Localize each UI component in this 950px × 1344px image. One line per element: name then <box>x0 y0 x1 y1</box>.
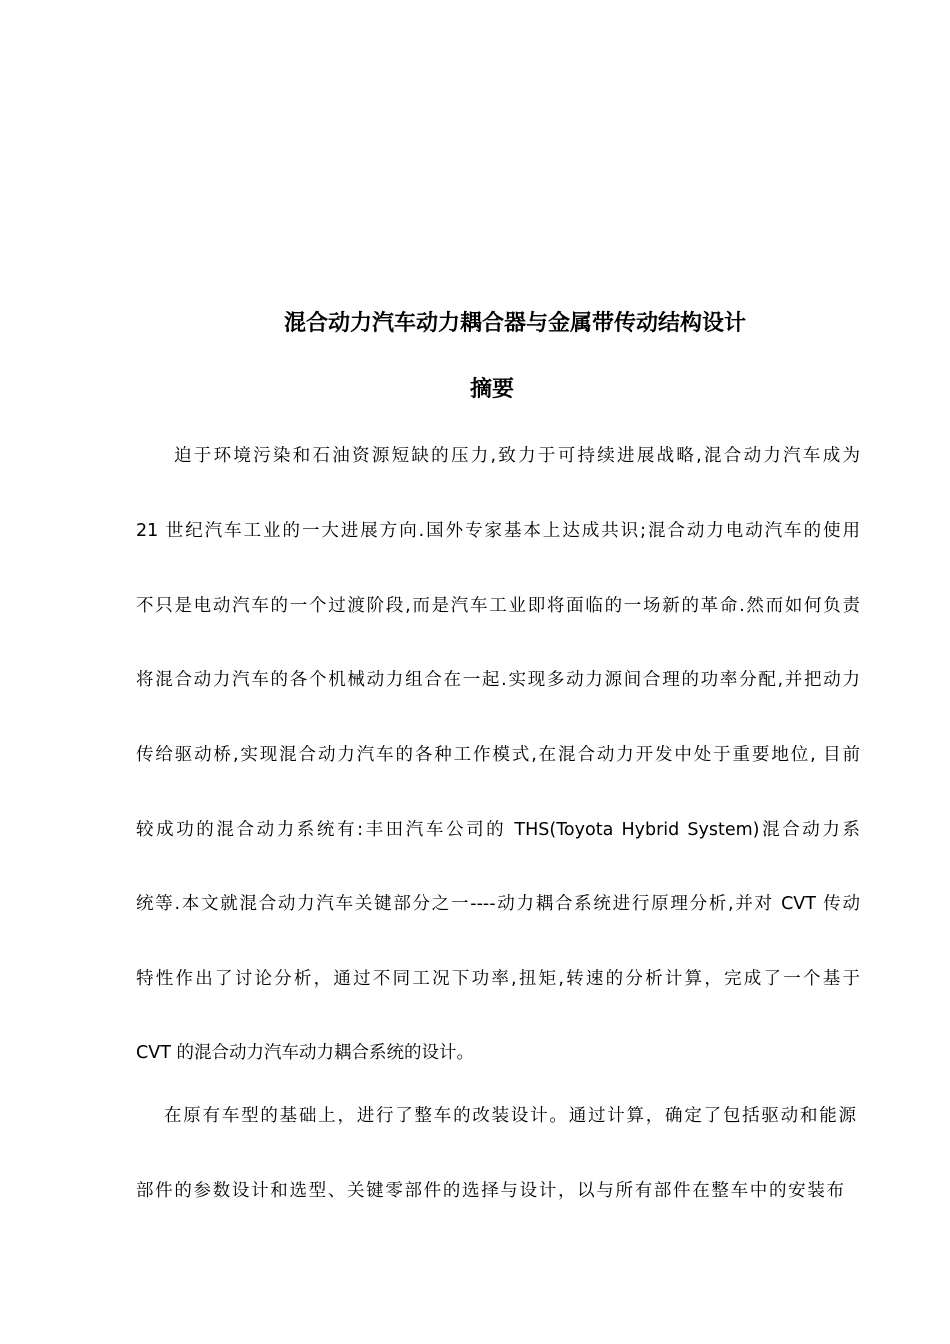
abstract-line: 特性作出了讨论分析，通过不同工况下功率,扭矩,转速的分析计算，完成了一个基于 <box>136 969 860 989</box>
abstract-line: 迫于环境污染和石油资源短缺的压力,致力于可持续进展战略,混合动力汽车成为 <box>174 446 860 466</box>
abstract-line: 部件的参数设计和选型、关键零部件的选择与设计，以与所有部件在整车中的安装布 <box>136 1181 844 1201</box>
abstract-line: 较成功的混合动力系统有:丰田汽车公司的 THS(Toyota Hybrid System)混合动力系 <box>136 820 860 840</box>
abstract-heading: 摘要 <box>469 377 514 402</box>
abstract-line: CVT 的混合动力汽车动力耦合系统的设计。 <box>136 1043 474 1063</box>
abstract-line: 不只是电动汽车的一个过渡阶段,而是汽车工业即将面临的一场新的革命.然而如何负责 <box>136 596 860 616</box>
abstract-line: 将混合动力汽车的各个机械动力组合在一起.实现多动力源间合理的功率分配,并把动力 <box>136 670 860 690</box>
abstract-line: 统等.本文就混合动力汽车关键部分之一----动力耦合系统进行原理分析,并对 CVT 传动 <box>136 894 860 914</box>
document-title: 混合动力汽车动力耦合器与金属带传动结构设计 <box>283 311 746 336</box>
abstract-line: 21 世纪汽车工业的一大进展方向.国外专家基本上达成共识;混合动力电动汽车的使用 <box>136 521 860 541</box>
abstract-line: 在原有车型的基础上，进行了整车的改装设计。通过计算，确定了包括驱动和能源 <box>164 1106 856 1126</box>
abstract-line: 传给驱动桥,实现混合动力汽车的各种工作模式,在混合动力开发中处于重要地位, 目前 <box>136 745 860 765</box>
